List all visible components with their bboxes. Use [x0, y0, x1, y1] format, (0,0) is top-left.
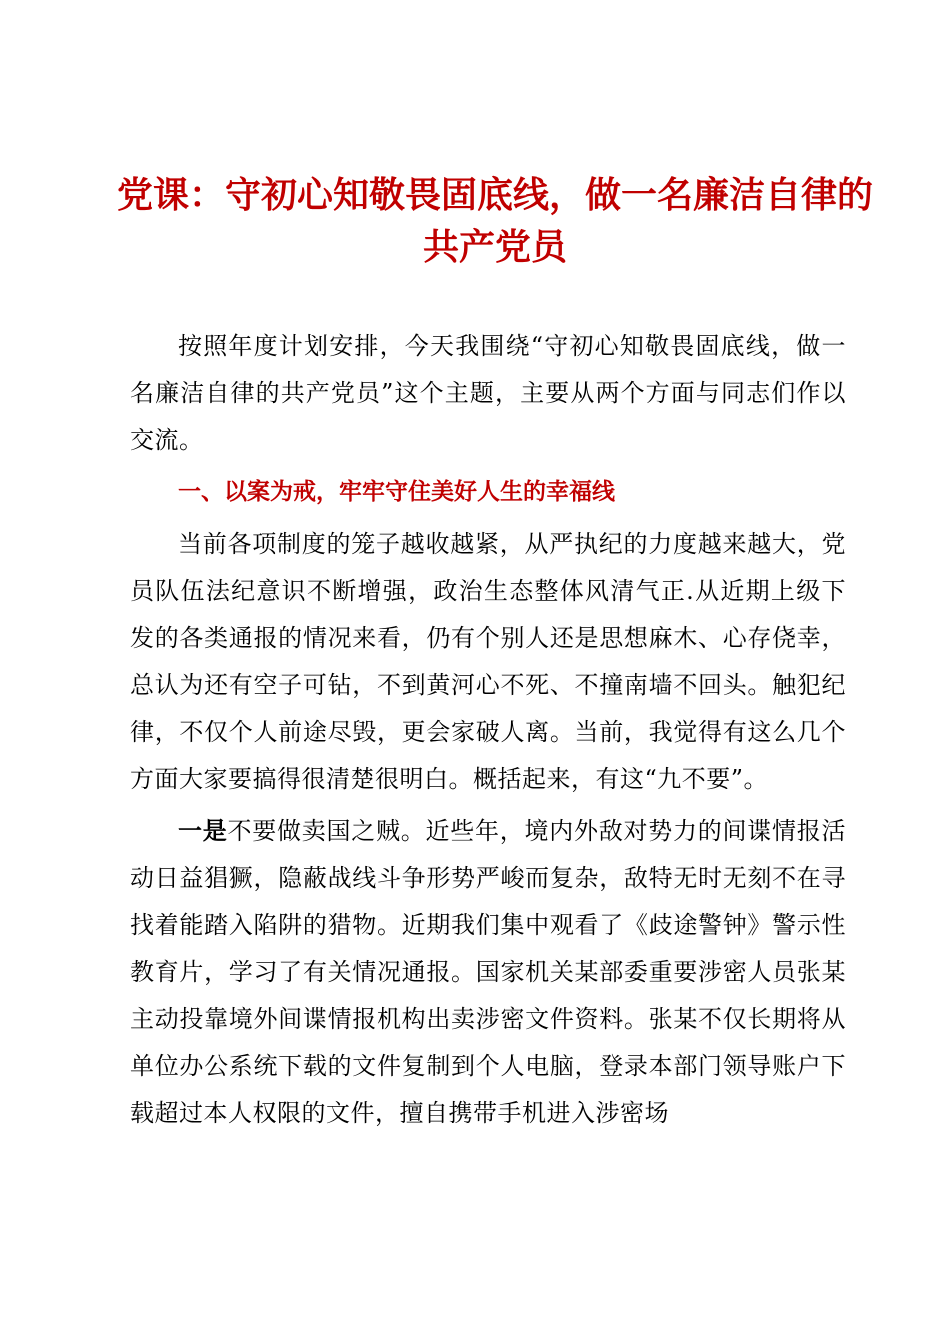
- point-1-lead: 一是: [178, 817, 228, 845]
- point-1-paragraph: [130, 808, 846, 1137]
- point-1-text: 不要做卖国之贼。近些年，境内外敌对势力的间谍情报活动日益猖獗，隐蔽战线斗争形势严峻而复杂，敌特无时无刻不在寻找着能踏入陷阱的猎物。近期我们集中观看了《歧途警钟》警示性教育片，学习了有关情况通报。国家机关某部委重要涉密人员张某主动投靠境外间谍情报机构出卖涉密文件资料。张某不仅长期将从单位办公系统下载的文件复制到个人电脑，登录本部门领导账户下载超过本人权限的文件，擅自携带手机进入涉密场: [130, 817, 846, 1127]
- section-1-heading: 一、以案为戒，牢牢守住美好人生的幸福线: [178, 479, 615, 505]
- document-title: [105, 170, 885, 274]
- title-line-2: 共产党员: [422, 227, 567, 268]
- document-body: [130, 323, 846, 1142]
- section-1-paragraph: 当前各项制度的笼子越收越紧，从严执纪的力度越来越大，党员队伍法纪意识不断增强，政治生态整体风清气正.从近期上级下发的各类通报的情况来看，仍有个别人还是思想麻木、心存侥幸，总认为还有空子可钻，不到黄河心不死、不撞南墙不回头。触犯纪律，不仅个人前途尽毁，更会家破人离。当前，我觉得有这么几个方面大家要搞得很清楚很明白。概括起来，有这“九不要”。: [130, 530, 846, 793]
- intro-paragraph: 按照年度计划安排，今天我围绕“守初心知敬畏固底线，做一名廉洁自律的共产党员”这个主题，主要从两个方面与同志们作以交流。: [130, 332, 846, 454]
- title-line-1: 党课：守初心知敬畏固底线，做一名廉洁自律的: [116, 175, 873, 216]
